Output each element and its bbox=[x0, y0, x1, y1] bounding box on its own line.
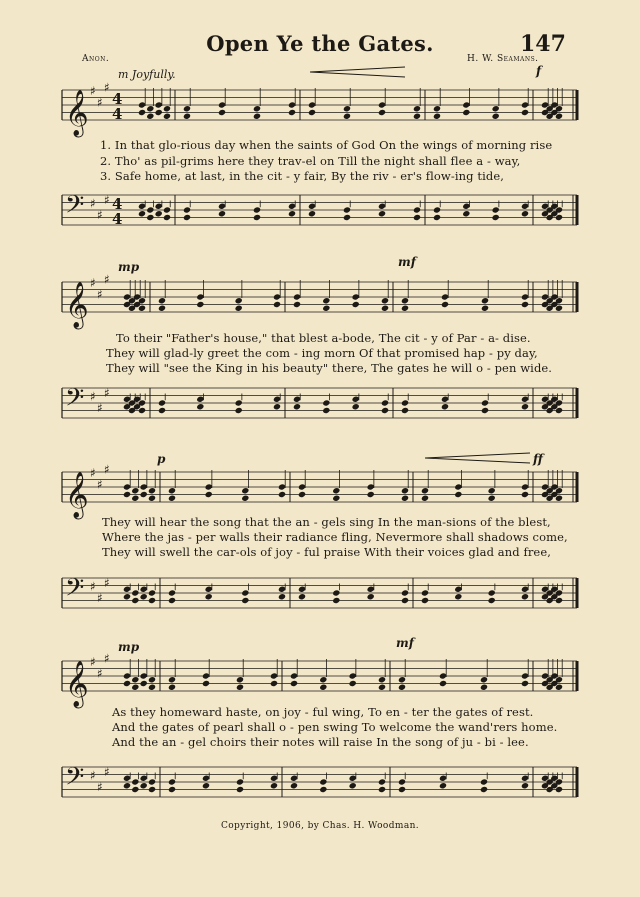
note-head bbox=[168, 786, 176, 793]
note-head bbox=[205, 491, 213, 498]
note-head bbox=[488, 597, 496, 604]
note-head bbox=[332, 597, 340, 604]
note-head bbox=[343, 206, 351, 213]
treble-staff bbox=[0, 651, 640, 711]
note-head bbox=[492, 113, 500, 120]
sharp-icon: ♯ bbox=[97, 207, 103, 222]
bass-clef-icon: 𝄢 bbox=[65, 190, 85, 226]
note-head bbox=[146, 105, 154, 112]
note-head bbox=[381, 407, 389, 414]
dynamic-forte: f bbox=[536, 64, 542, 78]
crescendo-hairpin bbox=[310, 64, 410, 80]
lyric-line: 2. Tho' as pil-grims here they trav-el on Till the night shall flee a - way, bbox=[100, 154, 521, 168]
note-head bbox=[480, 676, 488, 683]
note-head bbox=[131, 786, 139, 793]
note-head bbox=[158, 407, 166, 414]
note-head bbox=[298, 593, 306, 600]
note-head bbox=[140, 593, 148, 600]
note-head bbox=[378, 778, 386, 785]
note-head bbox=[146, 206, 154, 213]
note-head bbox=[236, 676, 244, 683]
note-head bbox=[488, 487, 496, 494]
sharp-icon: ♯ bbox=[90, 276, 96, 290]
note-head bbox=[278, 491, 286, 498]
note-head bbox=[241, 589, 249, 596]
sharp-icon: ♯ bbox=[97, 590, 103, 605]
note-head bbox=[378, 786, 386, 793]
note-head bbox=[202, 782, 210, 789]
note-head bbox=[349, 680, 357, 687]
note-head bbox=[378, 210, 386, 217]
note-head bbox=[308, 109, 316, 116]
lyric-line: They will hear the song that the an - gels sing In the man-sions of the blest, bbox=[102, 515, 551, 529]
note-head bbox=[168, 597, 176, 604]
note-head bbox=[352, 301, 360, 308]
note-head bbox=[319, 778, 327, 785]
note-head bbox=[492, 206, 500, 213]
lyric-line: And the an - gel choirs their notes will raise In the song of ju - bi - lee. bbox=[112, 735, 529, 749]
note-head bbox=[433, 113, 441, 120]
sharp-icon: ♯ bbox=[97, 400, 103, 415]
sharp-icon: ♯ bbox=[104, 385, 110, 400]
note-head bbox=[398, 786, 406, 793]
note-head bbox=[332, 495, 340, 502]
sharp-icon: ♯ bbox=[97, 95, 103, 110]
note-head bbox=[398, 684, 406, 691]
sharp-icon: ♯ bbox=[97, 287, 103, 302]
note-head bbox=[381, 297, 389, 304]
note-head bbox=[138, 109, 146, 116]
note-head bbox=[480, 684, 488, 691]
note-head bbox=[439, 680, 447, 687]
note-head bbox=[488, 589, 496, 596]
lyric-line: To their "Father's house," that blest a-bode, The cit - y of Par - a- dise. bbox=[116, 331, 531, 345]
lyric-line: As they homeward haste, on joy - ful wing, To en - ter the gates of rest. bbox=[112, 705, 534, 719]
dynamic-mezzo-forte: mf bbox=[396, 636, 414, 650]
sharp-icon: ♯ bbox=[90, 84, 96, 98]
note-head bbox=[401, 495, 409, 502]
note-head bbox=[293, 403, 301, 410]
hymn-title: Open Ye the Gates. bbox=[206, 31, 434, 56]
note-head bbox=[322, 297, 330, 304]
note-head bbox=[332, 487, 340, 494]
note-head bbox=[278, 593, 286, 600]
note-head bbox=[131, 597, 139, 604]
sharp-icon: ♯ bbox=[90, 579, 96, 594]
lyric-line: Where the jas - per walls their radiance fling, Nevermore shall shadows come, bbox=[102, 530, 568, 544]
note-head bbox=[155, 109, 163, 116]
sharp-icon: ♯ bbox=[90, 655, 96, 669]
note-head bbox=[131, 676, 139, 683]
lyric-line: They will "see the King in his beauty" there, The gates he will o - pen wide. bbox=[106, 361, 553, 375]
note-head bbox=[433, 206, 441, 213]
note-head bbox=[481, 407, 489, 414]
note-head bbox=[131, 684, 139, 691]
note-head bbox=[202, 680, 210, 687]
note-head bbox=[163, 214, 171, 221]
sharp-icon: ♯ bbox=[90, 768, 96, 783]
note-head bbox=[148, 684, 156, 691]
note-head bbox=[270, 680, 278, 687]
sharp-icon: ♯ bbox=[90, 196, 96, 211]
bass-staff bbox=[0, 378, 640, 438]
note-head bbox=[413, 214, 421, 221]
note-head bbox=[205, 593, 213, 600]
note-head bbox=[521, 593, 529, 600]
note-head bbox=[492, 214, 500, 221]
hymn-number: 147 bbox=[520, 31, 566, 57]
note-head bbox=[322, 399, 330, 406]
note-head bbox=[521, 109, 529, 116]
note-head bbox=[196, 301, 204, 308]
note-head bbox=[140, 782, 148, 789]
note-head bbox=[253, 105, 261, 112]
note-head bbox=[308, 210, 316, 217]
note-head bbox=[168, 676, 176, 683]
note-head bbox=[158, 305, 166, 312]
note-head bbox=[401, 597, 409, 604]
dynamic-fortissimo: ff bbox=[533, 452, 543, 466]
note-head bbox=[378, 676, 386, 683]
note-head bbox=[480, 786, 488, 793]
note-head bbox=[288, 109, 296, 116]
time-signature: 4 bbox=[112, 210, 123, 228]
note-head bbox=[123, 680, 131, 687]
note-head bbox=[521, 403, 529, 410]
note-head bbox=[148, 495, 156, 502]
note-head bbox=[131, 589, 139, 596]
note-head bbox=[441, 301, 449, 308]
dynamic-mezzo-piano: mp bbox=[118, 260, 140, 274]
note-head bbox=[298, 491, 306, 498]
note-head bbox=[413, 113, 421, 120]
sharp-icon: ♯ bbox=[104, 764, 110, 779]
note-head bbox=[401, 407, 409, 414]
note-head bbox=[168, 684, 176, 691]
time-signature: 4 bbox=[112, 195, 123, 213]
note-head bbox=[413, 206, 421, 213]
tempo-marking: m Joyfully. bbox=[118, 68, 176, 81]
time-signature: 4 bbox=[112, 105, 123, 123]
dynamic-piano: p bbox=[157, 452, 166, 466]
note-head bbox=[183, 214, 191, 221]
sharp-icon: ♯ bbox=[104, 462, 110, 477]
bass-staff bbox=[0, 185, 640, 245]
treble-clef-icon: 𝄞 bbox=[65, 282, 89, 328]
note-head bbox=[236, 778, 244, 785]
note-head bbox=[481, 297, 489, 304]
time-signature: 4 bbox=[112, 90, 123, 108]
note-head bbox=[148, 597, 156, 604]
lyric-line: And the gates of pearl shall o - pen swing To welcome the wand'rers home. bbox=[112, 720, 558, 734]
note-head bbox=[158, 297, 166, 304]
note-head bbox=[241, 487, 249, 494]
treble-clef-icon: 𝄞 bbox=[65, 661, 89, 707]
note-head bbox=[168, 487, 176, 494]
note-head bbox=[241, 495, 249, 502]
note-head bbox=[421, 495, 429, 502]
note-head bbox=[148, 778, 156, 785]
sharp-icon: ♯ bbox=[104, 575, 110, 590]
note-head bbox=[123, 491, 131, 498]
note-head bbox=[441, 403, 449, 410]
sharp-icon: ♯ bbox=[97, 477, 103, 492]
note-head bbox=[163, 105, 171, 112]
note-head bbox=[183, 113, 191, 120]
note-head bbox=[454, 593, 462, 600]
note-head bbox=[253, 214, 261, 221]
note-head bbox=[273, 301, 281, 308]
note-head bbox=[480, 778, 488, 785]
note-head bbox=[235, 305, 243, 312]
sharp-icon: ♯ bbox=[104, 651, 110, 666]
note-head bbox=[140, 491, 148, 498]
sharp-icon: ♯ bbox=[97, 666, 103, 681]
note-head bbox=[521, 491, 529, 498]
bass-clef-icon: 𝄢 bbox=[65, 573, 85, 609]
lyric-line: 1. In that glo-rious day when the saints of God On the wings of morning rise bbox=[100, 138, 553, 152]
treble-staff bbox=[0, 80, 640, 140]
note-head bbox=[168, 495, 176, 502]
note-head bbox=[462, 109, 470, 116]
note-head bbox=[367, 491, 375, 498]
note-head bbox=[462, 210, 470, 217]
note-head bbox=[241, 597, 249, 604]
treble-clef-icon: 𝄞 bbox=[65, 90, 89, 136]
sharp-icon: ♯ bbox=[104, 192, 110, 207]
treble-clef-icon: 𝄞 bbox=[65, 472, 89, 518]
note-head bbox=[236, 684, 244, 691]
dynamic-mezzo-piano: mp bbox=[118, 640, 140, 654]
bass-staff bbox=[0, 568, 640, 628]
note-head bbox=[413, 105, 421, 112]
note-head bbox=[481, 305, 489, 312]
note-head bbox=[322, 305, 330, 312]
treble-staff bbox=[0, 462, 640, 522]
note-head bbox=[488, 495, 496, 502]
note-head bbox=[183, 206, 191, 213]
note-head bbox=[218, 210, 226, 217]
note-head bbox=[168, 589, 176, 596]
lyric-line: They will swell the car-ols of joy - ful praise With their voices glad and free, bbox=[102, 545, 551, 559]
dynamic-mezzo-forte: mf bbox=[398, 255, 416, 269]
note-head bbox=[352, 403, 360, 410]
note-head bbox=[273, 403, 281, 410]
note-head bbox=[439, 782, 447, 789]
note-head bbox=[319, 786, 327, 793]
note-head bbox=[319, 676, 327, 683]
note-head bbox=[401, 589, 409, 596]
note-head bbox=[481, 399, 489, 406]
note-head bbox=[218, 109, 226, 116]
note-head bbox=[521, 680, 529, 687]
note-head bbox=[123, 593, 131, 600]
note-head bbox=[492, 105, 500, 112]
note-head bbox=[343, 105, 351, 112]
note-head bbox=[381, 305, 389, 312]
note-head bbox=[521, 301, 529, 308]
note-head bbox=[293, 301, 301, 308]
note-head bbox=[146, 113, 154, 120]
note-head bbox=[332, 589, 340, 596]
note-head bbox=[146, 214, 154, 221]
bass-clef-icon: 𝄢 bbox=[65, 762, 85, 798]
note-head bbox=[454, 491, 462, 498]
note-head bbox=[168, 778, 176, 785]
note-head bbox=[378, 109, 386, 116]
note-head bbox=[349, 782, 357, 789]
note-head bbox=[401, 487, 409, 494]
note-head bbox=[288, 210, 296, 217]
note-head bbox=[131, 495, 139, 502]
note-head bbox=[131, 778, 139, 785]
note-head bbox=[138, 210, 146, 217]
note-head bbox=[421, 487, 429, 494]
treble-staff bbox=[0, 272, 640, 332]
note-head bbox=[381, 399, 389, 406]
note-head bbox=[235, 407, 243, 414]
note-head bbox=[235, 399, 243, 406]
note-head bbox=[148, 589, 156, 596]
note-head bbox=[163, 113, 171, 120]
note-head bbox=[270, 782, 278, 789]
sharp-icon: ♯ bbox=[104, 272, 110, 287]
note-head bbox=[401, 297, 409, 304]
note-head bbox=[163, 206, 171, 213]
note-head bbox=[158, 399, 166, 406]
note-head bbox=[235, 297, 243, 304]
sharp-icon: ♯ bbox=[90, 389, 96, 404]
note-head bbox=[398, 676, 406, 683]
bass-staff bbox=[0, 757, 640, 817]
note-head bbox=[123, 782, 131, 789]
note-head bbox=[421, 597, 429, 604]
note-head bbox=[378, 684, 386, 691]
note-head bbox=[343, 113, 351, 120]
note-head bbox=[401, 399, 409, 406]
sharp-icon: ♯ bbox=[97, 779, 103, 794]
note-head bbox=[521, 210, 529, 217]
note-head bbox=[131, 487, 139, 494]
note-head bbox=[155, 210, 163, 217]
note-head bbox=[253, 113, 261, 120]
lyric-line: They will glad-ly greet the com - ing morn Of that promised hap - py day, bbox=[106, 346, 538, 360]
note-head bbox=[398, 778, 406, 785]
note-head bbox=[183, 105, 191, 112]
note-head bbox=[236, 786, 244, 793]
note-head bbox=[140, 680, 148, 687]
sharp-icon: ♯ bbox=[104, 80, 110, 95]
bass-clef-icon: 𝄢 bbox=[65, 383, 85, 419]
note-head bbox=[367, 593, 375, 600]
note-head bbox=[319, 684, 327, 691]
note-head bbox=[322, 407, 330, 414]
sharp-icon: ♯ bbox=[90, 466, 96, 480]
note-head bbox=[421, 589, 429, 596]
note-head bbox=[401, 305, 409, 312]
copyright-notice: Copyright, 1906, by Chas. H. Woodman. bbox=[220, 821, 420, 831]
note-head bbox=[290, 680, 298, 687]
lyricist-credit: Anon. bbox=[82, 54, 110, 64]
note-head bbox=[196, 403, 204, 410]
note-head bbox=[433, 105, 441, 112]
lyric-line: 3. Safe home, at last, in the cit - y fair, By the riv - er's flow-ing tide, bbox=[100, 169, 504, 183]
note-head bbox=[290, 782, 298, 789]
note-head bbox=[253, 206, 261, 213]
note-head bbox=[148, 786, 156, 793]
note-head bbox=[148, 676, 156, 683]
note-head bbox=[343, 214, 351, 221]
composer-credit: H. W. Seamans. bbox=[467, 54, 539, 64]
note-head bbox=[433, 214, 441, 221]
note-head bbox=[521, 782, 529, 789]
note-head bbox=[148, 487, 156, 494]
